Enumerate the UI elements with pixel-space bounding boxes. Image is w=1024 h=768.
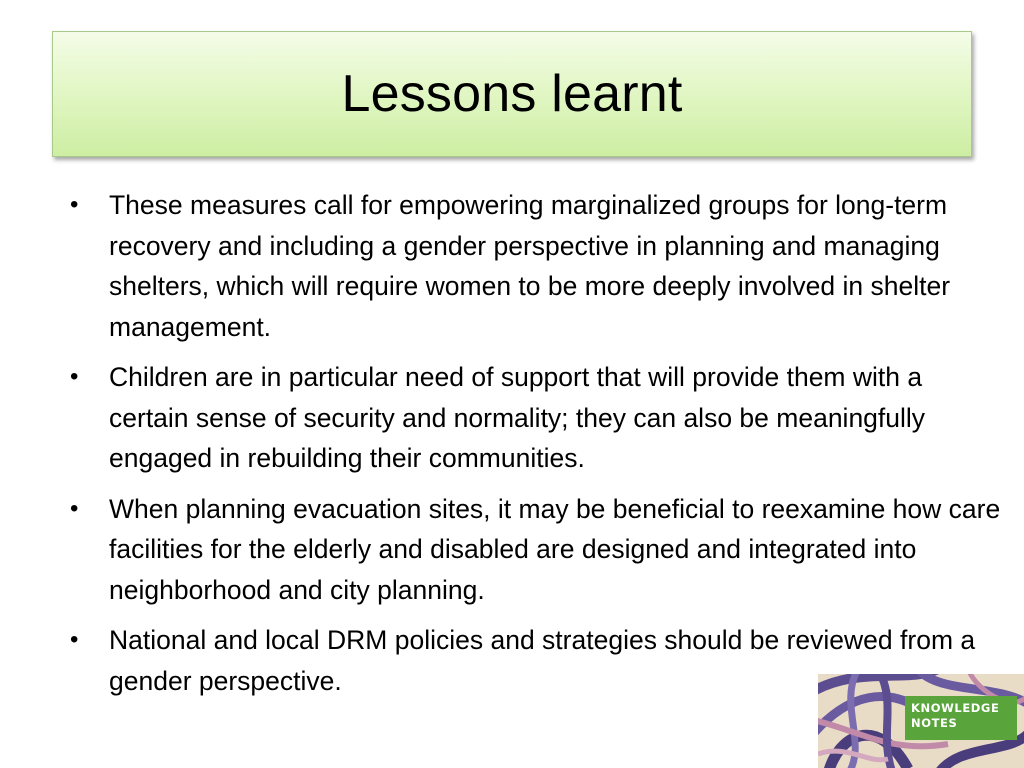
bullet-text: These measures call for empowering marginalized groups for long-term recovery and including a gender perspective in planning and managing shelters, which will require women to be more deeply involved in shelter management. bbox=[109, 190, 951, 342]
logo-line-1: KNOWLEDGE bbox=[911, 701, 1000, 715]
bullet-item bbox=[66, 357, 1006, 479]
bullet-item bbox=[66, 185, 1006, 347]
bullet-list bbox=[66, 185, 1006, 711]
knowledge-notes-badge bbox=[905, 696, 1017, 740]
bullet-item bbox=[66, 489, 1006, 611]
bullet-dot-icon: • bbox=[70, 494, 79, 522]
bullet-dot-icon: • bbox=[70, 626, 79, 653]
bullet-text: National and local DRM policies and strategies should be reviewed from a gender perspective. bbox=[109, 625, 976, 696]
knowledge-notes-logo bbox=[818, 674, 1024, 768]
bullet-text: When planning evacuation sites, it may be beneficial to reexamine how care facilities for the elderly and disabled are designed and integrated into neighborhood and city planning. bbox=[109, 493, 1001, 605]
logo-line-2: NOTES bbox=[911, 716, 958, 730]
slide-title: Lessons learnt bbox=[341, 65, 683, 123]
bullet-text: Children are in particular need of support that will provide them with a certain sense of security and normality; they can also be meaningfully engaged in rebuilding their communities. bbox=[109, 362, 926, 473]
slide-title-banner bbox=[52, 31, 972, 157]
bullet-dot-icon: • bbox=[70, 191, 79, 218]
bullet-dot-icon: • bbox=[70, 363, 79, 390]
